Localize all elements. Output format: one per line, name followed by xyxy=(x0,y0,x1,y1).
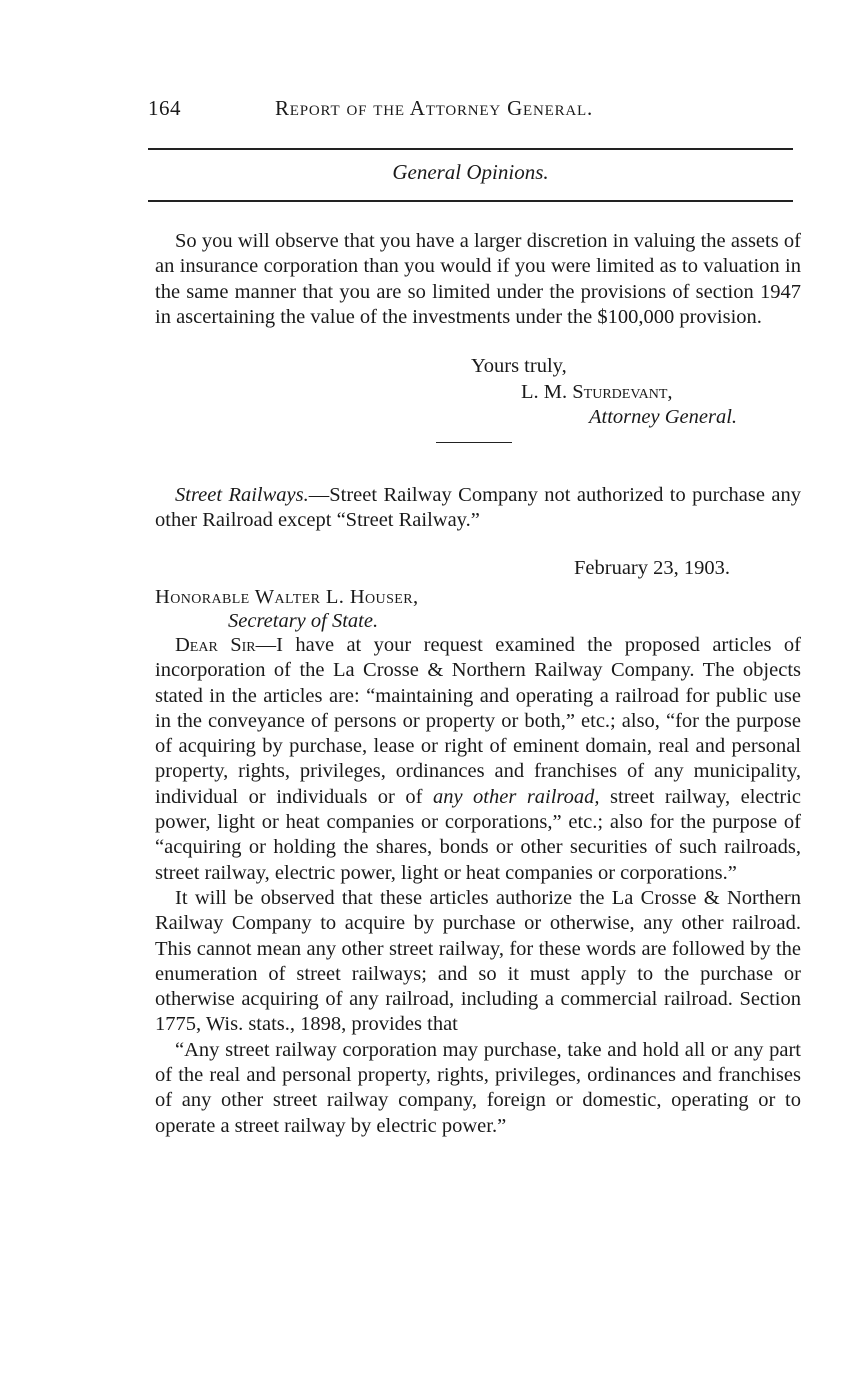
letter-paragraph-1 xyxy=(155,633,801,886)
salutation: Dear Sir xyxy=(175,634,256,656)
opinion-headnote xyxy=(155,483,801,534)
page-header xyxy=(148,96,793,126)
opinion-headnote-block xyxy=(155,483,801,534)
intro-paragraph: So you will observe that you have a larger discretion in valuing the assets of an insurance corporation than you would if you were limited as to valuation in the same manner that you are so limited under the provisions of section 1947 in ascertaining the value of the investments under the $100,000 provision. xyxy=(155,230,801,328)
letter-body xyxy=(155,633,801,1139)
headnote-text: —Street Railway Company not authorized to purchase any other Railroad except “Street Railway.” xyxy=(155,484,801,532)
headnote-lead: Street Railways. xyxy=(175,484,309,506)
intro-paragraph-block xyxy=(155,229,801,330)
addressee-name: Honorable Walter L. Houser, xyxy=(155,586,419,608)
valediction: Yours truly, xyxy=(471,355,567,377)
paragraph-1-part-b: street railway, electric power, light or heat companies or corporations,” etc.; also for the purpose of “acquiring or holding the shares, bonds or other securities of such railroads, street railway, electric power, light or heat companies or corporations.” xyxy=(155,785,801,884)
letter-date: February 23, 1903. xyxy=(574,557,731,579)
paragraph-1-italic: any other railroad, xyxy=(432,785,600,808)
section-title: General Opinions. xyxy=(392,160,549,184)
signer-title: Attorney General. xyxy=(589,406,738,428)
section-divider xyxy=(436,442,512,443)
running-head: Report of the Attorney General. xyxy=(275,96,594,120)
statute-quote: “Any street railway corporation may purchase, take and hold all or any part of the real and personal property, rights, privileges, ordinances and franchises of any other street railway company, foreign or domestic, operating or to operate a street railway by electric power.” xyxy=(155,1038,801,1137)
signer-name: L. M. Sturdevant, xyxy=(521,381,673,403)
paragraph-1-part-a: —I have at your request examined the proposed articles of incorporation of the La Crosse & Northern Railway Company. The objects stated in the articles are: “maintaining and operating a railroad for public use in the conveyance of persons or property or both,” etc.; also, “for the purpose of acquiring by purchase, lease or right of eminent domain, real and personal property, rights, privileges, ordinances and franchises of any municipality, individual or individuals or of xyxy=(155,634,801,808)
letter-paragraph-2: It will be observed that these articles authorize the La Crosse & Northern Railway Company to acquire by purchase or otherwise, any other railroad. This cannot mean any other street railway, for these words are followed by the enumeration of street railways; and so it must apply to the purchase or otherwise acquiring of any railroad, including a commercial railroad. Section 1775, Wis. stats., 1898, provides that xyxy=(155,886,801,1036)
addressee-title: Secretary of State. xyxy=(228,610,379,632)
top-rule xyxy=(148,148,793,150)
bottom-rule xyxy=(148,200,793,202)
page-number: 164 xyxy=(148,96,181,120)
